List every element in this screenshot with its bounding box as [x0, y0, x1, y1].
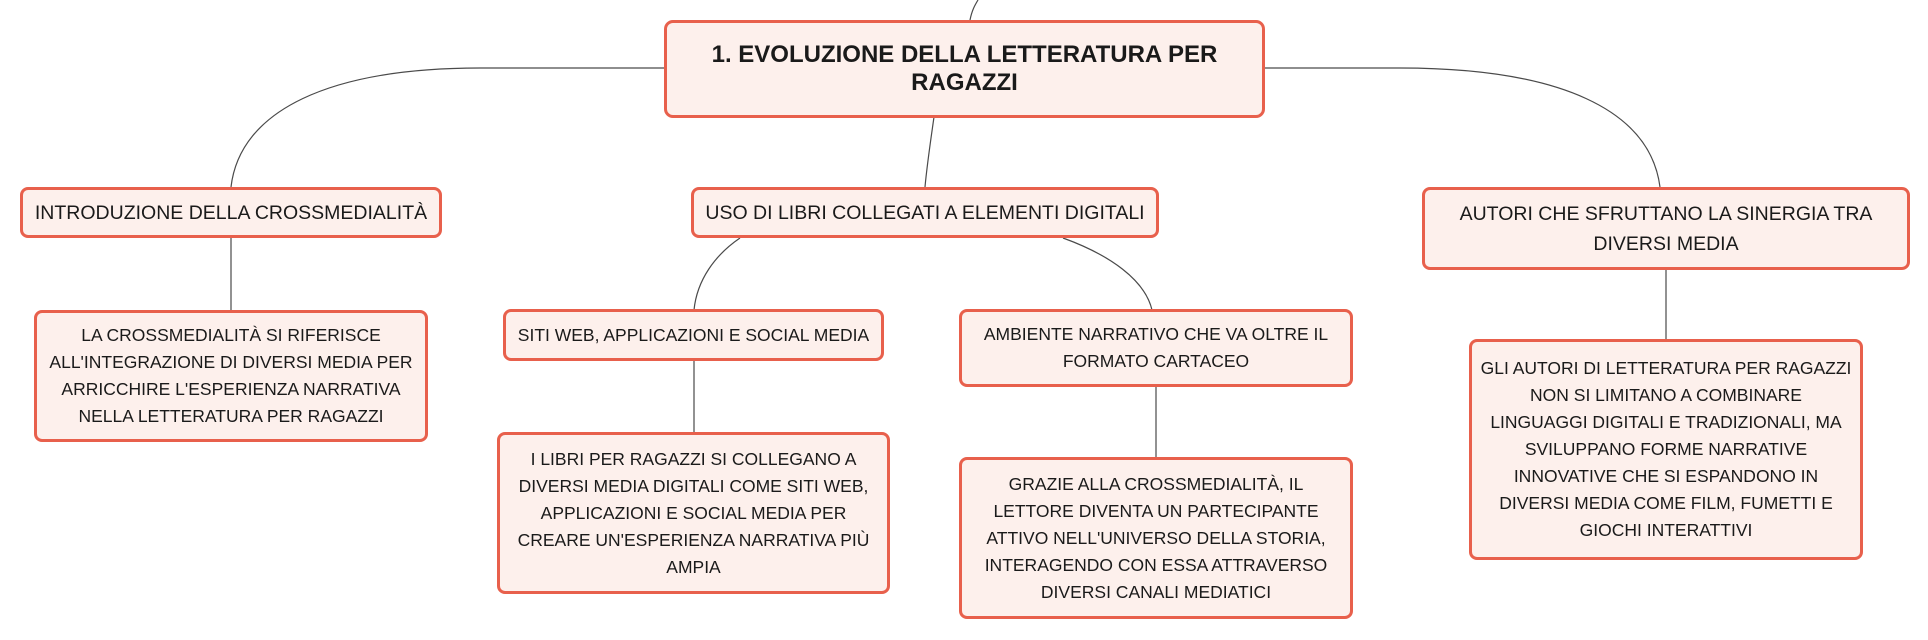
topic-label: USO DI LIBRI COLLEGATI A ELEMENTI DIGITALI	[705, 201, 1145, 224]
subtopic-label: LA CROSSMEDIALITÀ SI RIFERISCE ALL'INTEGRAZIONE DI DIVERSI MEDIA PER ARRICCHIRE L'ESPERIENZA NARRATIVA NELLA LETTERATURA PER RAGAZZI	[49, 325, 413, 426]
detail-libri-media-digitali[interactable]	[497, 432, 890, 594]
subtopic-label: SITI WEB, APPLICAZIONI E SOCIAL MEDIA	[517, 324, 870, 345]
root-topic-node[interactable]	[664, 20, 1265, 118]
detail-label: GRAZIE ALLA CROSSMEDIALITÀ, IL LETTORE DIVENTA UN PARTECIPANTE ATTIVO NELL'UNIVERSO DELLA STORIA, INTERAGENDO CON ESSA ATTRAVERSO DIVERSI CANALI MEDIATICI	[984, 473, 1328, 602]
connector-root-parent	[970, 0, 978, 20]
connector-root-libri-digitali	[925, 117, 934, 187]
connector-root-crossmedialita	[231, 68, 665, 187]
subtopic-label: AMBIENTE NARRATIVO CHE VA OLTRE IL FORMATO CARTACEO	[983, 324, 1329, 371]
subtopic-autori-forme-narrative[interactable]	[1469, 339, 1863, 560]
topic-introduzione-crossmedialita[interactable]	[20, 187, 442, 238]
root-topic-label: 1. EVOLUZIONE DELLA LETTERATURA PER RAGAZZI	[711, 41, 1218, 96]
detail-lettore-partecipante[interactable]	[959, 457, 1353, 619]
topic-label: AUTORI CHE SFRUTTANO LA SINERGIA TRA DIVERSI MEDIA	[1459, 202, 1873, 255]
connector-libri-ambiente	[1063, 238, 1152, 310]
subtopic-siti-web-social[interactable]	[503, 309, 884, 361]
subtopic-ambiente-narrativo[interactable]	[959, 309, 1353, 387]
topic-label: INTRODUZIONE DELLA CROSSMEDIALITÀ	[34, 201, 428, 224]
detail-label: I LIBRI PER RAGAZZI SI COLLEGANO A DIVERSI MEDIA DIGITALI COME SITI WEB, APPLICAZIONI E SOCIAL MEDIA PER CREARE UN'ESPERIENZA NARRATIVA PIÙ AMPIA	[517, 448, 870, 577]
connector-libri-siti	[694, 238, 740, 310]
topic-uso-libri-digitali[interactable]	[691, 187, 1159, 238]
subtopic-crossmedialita-definizione[interactable]	[34, 310, 428, 442]
topic-autori-sinergia[interactable]	[1422, 187, 1910, 270]
subtopic-label: GLI AUTORI DI LETTERATURA PER RAGAZZI NON SI LIMITANO A COMBINARE LINGUAGGI DIGITALI E TRADIZIONALI, MA SVILUPPANO FORME NARRATIVE INNOVATIVE CHE SI ESPANDONO IN DIVERSI MEDIA COME FILM, FUMETTI E GIOCHI INTERATTIVI	[1480, 358, 1852, 540]
connector-root-autori	[1263, 68, 1660, 187]
